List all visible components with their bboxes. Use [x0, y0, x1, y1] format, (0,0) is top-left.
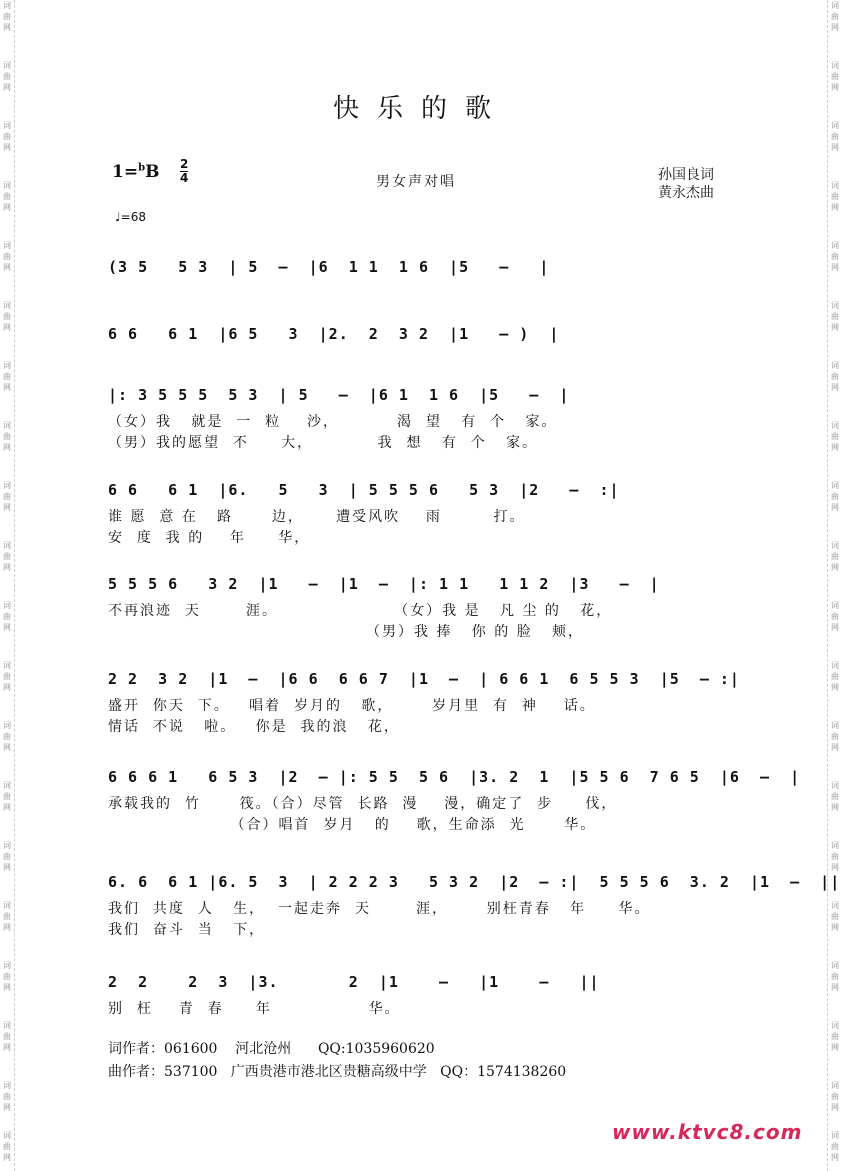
watermark-text: 词 曲 网: [3, 301, 11, 332]
watermark-text: 词 曲 网: [831, 301, 839, 332]
site-brand: www.ktvc8.com: [612, 1120, 803, 1144]
watermark-text: 词 曲 网: [831, 1131, 839, 1162]
watermark-text: 词 曲 网: [3, 601, 11, 632]
watermark-text: 词 曲 网: [831, 1, 839, 32]
watermark-text: 词 曲 网: [3, 661, 11, 692]
watermark-text: 词 曲 网: [3, 421, 11, 452]
watermark-text: 词 曲 网: [831, 661, 839, 692]
watermark-text: 词 曲 网: [3, 1021, 11, 1052]
right-watermark-strip: [827, 0, 842, 1171]
notation-line: 6 6 6 1 |6 5 3 |2. 2 3 2 |1 – ) |: [108, 325, 560, 343]
watermark-text: 词 曲 网: [831, 481, 839, 512]
watermark-text: 词 曲 网: [3, 121, 11, 152]
footer-line-composer: 曲作者：537100 广西贵港市港北区贵糖高级中学 QQ：1574138260: [108, 1064, 567, 1080]
notation-line: 6 6 6 1 6 5 3 |2 – |: 5 5 5 6 |3. 2 1 |5 5 6 7 6 5 |6 – |: [108, 768, 801, 786]
time-signature: 2 4: [180, 157, 189, 185]
watermark-text: 词 曲 网: [831, 781, 839, 812]
watermark-text: 词 曲 网: [831, 541, 839, 572]
watermark-text: 词 曲 网: [3, 781, 11, 812]
composer-credit: 黄永杰曲: [658, 185, 714, 201]
watermark-text: 词 曲 网: [831, 841, 839, 872]
watermark-text: 词 曲 网: [3, 1131, 11, 1162]
watermark-text: 词 曲 网: [3, 541, 11, 572]
lyric-line: 安 度 我 的 年 华，: [108, 530, 311, 546]
watermark-text: 词 曲 网: [3, 1, 11, 32]
watermark-text: 词 曲 网: [831, 241, 839, 272]
watermark-text: 词 曲 网: [831, 1081, 839, 1112]
watermark-text: 词 曲 网: [3, 961, 11, 992]
notation-line: 5 5 5 6 3 2 |1 – |1 – |: 1 1 1 1 2 |3 – |: [108, 575, 660, 593]
watermark-text: 词 曲 网: [3, 241, 11, 272]
notation-line: 2 2 2 3 |3. 2 |1 – |1 – ||: [108, 973, 600, 991]
watermark-text: 词 曲 网: [3, 1081, 11, 1112]
song-title: 快乐的歌: [332, 94, 509, 124]
lyric-line: 情话 不说 啦。 你是 我的浪 花，: [108, 719, 400, 735]
watermark-text: 词 曲 网: [831, 901, 839, 932]
watermark-text: 词 曲 网: [831, 721, 839, 752]
footer-line-lyricist: 词作者：061600 河北沧州 QQ:1035960620: [108, 1041, 435, 1057]
key-signature: 1=$^b$B: [112, 162, 160, 182]
lyric-line: （合）唱首 岁月 的 歌，生命添 光 华。: [108, 817, 597, 833]
watermark-text: 词 曲 网: [831, 61, 839, 92]
lyric-line: 承载我的 竹 筏。（合）尽管 长路 漫 漫，确定了 步 伐，: [108, 796, 618, 812]
notation-line: (3 5 5 3 | 5 – |6 1 1 1 6 |5 – |: [108, 258, 550, 276]
watermark-text: 词 曲 网: [3, 181, 11, 212]
watermark-text: 词 曲 网: [831, 421, 839, 452]
watermark-text: 词 曲 网: [3, 721, 11, 752]
tempo-mark: ♩=68: [115, 210, 146, 224]
lyric-line: 盛开 你天 下。 唱着 岁月的 歌， 岁月里 有 神 话。: [108, 698, 596, 714]
left-watermark-strip: [0, 0, 15, 1171]
watermark-text: 词 曲 网: [3, 841, 11, 872]
song-subtitle: 男女声对唱: [376, 174, 456, 190]
lyric-line: （男）我的愿望 不 大， 我 想 有 个 家。: [108, 435, 539, 451]
watermark-text: 词 曲 网: [3, 901, 11, 932]
lyric-line: 不再浪迹 天 涯。 （女）我 是 凡 尘 的 花，: [108, 603, 613, 619]
notation-line: |: 3 5 5 5 5 3 | 5 – |6 1 1 6 |5 – |: [108, 386, 570, 404]
lyric-line: 谁 愿 意 在 路 边， 遭受风吹 雨 打。: [108, 509, 526, 525]
lyric-line: 别 枉 青 春 年 华。: [108, 1001, 401, 1017]
notation-line: 6. 6 6 1 |6. 5 3 | 2 2 2 3 5 3 2 |2 – :| 5 5 5 6 3. 2 |1 – ||: [108, 873, 841, 891]
lyric-line: 我们 共度 人 生， 一起走奔 天 涯， 别枉青春 年 华。: [108, 901, 651, 917]
watermark-text: 词 曲 网: [831, 361, 839, 392]
watermark-text: 词 曲 网: [831, 181, 839, 212]
lyricist-credit: 孙国良词: [658, 167, 714, 183]
lyric-line: （女）我 就是 一 粒 沙， 渴 望 有 个 家。: [108, 414, 558, 430]
notation-line: 6 6 6 1 |6. 5 3 | 5 5 5 6 5 3 |2 – :|: [108, 481, 620, 499]
watermark-text: 词 曲 网: [3, 361, 11, 392]
watermark-text: 词 曲 网: [3, 481, 11, 512]
notation-line: 2 2 3 2 |1 – |6 6 6 6 7 |1 – | 6 6 1 6 5 5 3 |5 – :|: [108, 670, 740, 688]
lyric-line: （男）我 捧 你 的 脸 颊，: [108, 624, 585, 640]
watermark-text: 词 曲 网: [3, 61, 11, 92]
watermark-text: 词 曲 网: [831, 961, 839, 992]
watermark-text: 词 曲 网: [831, 601, 839, 632]
lyric-line: 我们 奋斗 当 下，: [108, 922, 266, 938]
watermark-text: 词 曲 网: [831, 121, 839, 152]
watermark-text: 词 曲 网: [831, 1021, 839, 1052]
